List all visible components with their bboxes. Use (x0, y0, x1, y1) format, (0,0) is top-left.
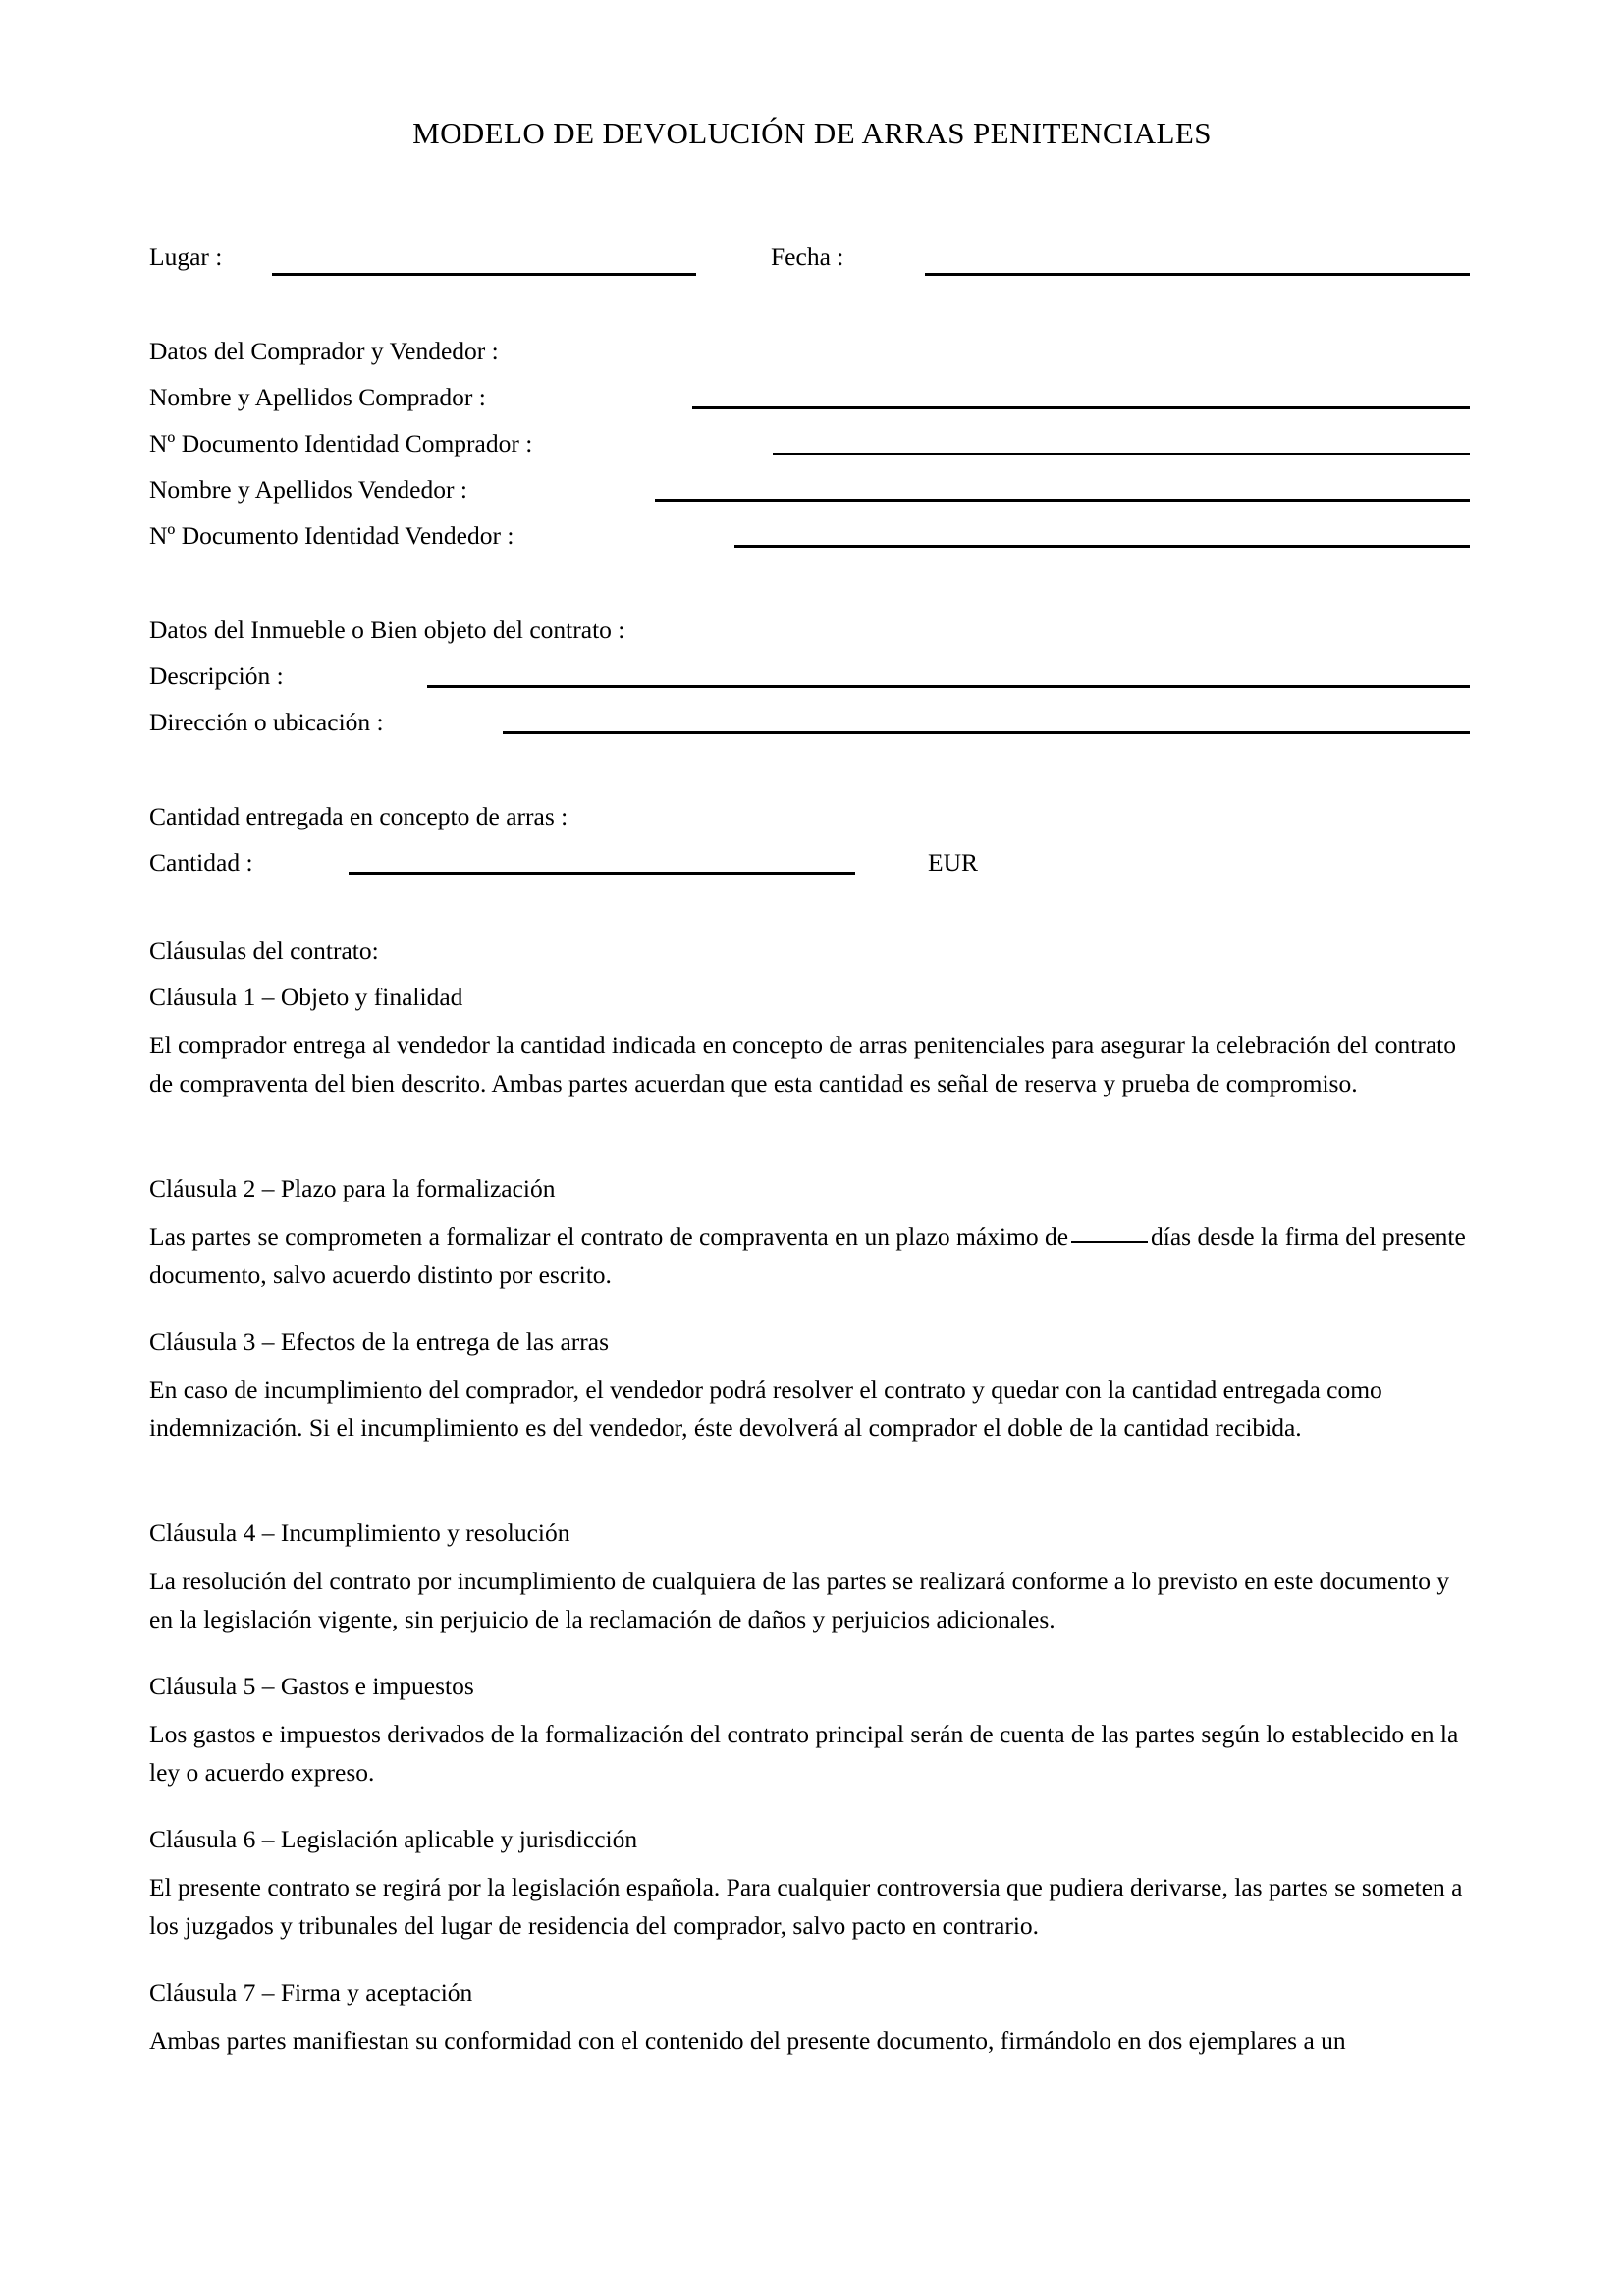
clause-2-heading: Cláusula 2 – Plazo para la formalización (149, 1174, 556, 1202)
clauses-section-label: Cláusulas del contrato: (149, 936, 379, 965)
clause-1-body: El comprador entrega al vendedor la cantidad indicada en concepto de arras penitenciales para asegurar la celebración del contrato de compraventa del bien descrito. Ambas partes acuerdan que esta cantidad es señal de reserva y prueba de compromiso. (149, 1031, 1456, 1097)
documento-comprador-input-rule[interactable] (773, 453, 1470, 455)
fecha-input-rule[interactable] (925, 273, 1470, 276)
lugar-label: Lugar : (149, 242, 223, 271)
clause-5-heading: Cláusula 5 – Gastos e impuestos (149, 1672, 474, 1700)
clause-5-body: Los gastos e impuestos derivados de la formalización del contrato principal serán de cuenta de las partes según lo establecido en la ley o acuerdo expreso. (149, 1720, 1459, 1787)
clause-6-body: El presente contrato se regirá por la legislación española. Para cualquier controversia que pudiera derivarse, las partes se someten a los juzgados y tribunales del lugar de residencia del comprador, salvo pacto en contrario. (149, 1873, 1463, 1940)
clause-7-heading: Cláusula 7 – Firma y aceptación (149, 1978, 473, 2006)
documento-comprador-label: Nº Documento Identidad Comprador : (149, 429, 533, 457)
property-section-label: Datos del Inmueble o Bien objeto del contrato : (149, 615, 625, 644)
clause-3-heading: Cláusula 3 – Efectos de la entrega de las arras (149, 1327, 610, 1356)
clause-4-body: La resolución del contrato por incumplimiento de cualquiera de las partes se realizará conforme a lo previsto en este documento y en la legislación vigente, sin perjuicio de la reclamación de daños y perjuicios adicionales. (149, 1567, 1450, 1633)
page-title: MODELO DE DEVOLUCIÓN DE ARRAS PENITENCIALES (412, 116, 1212, 150)
lugar-input-rule[interactable] (272, 273, 696, 276)
descripcion-label: Descripción : (149, 662, 284, 690)
cantidad-label: Cantidad : (149, 848, 253, 877)
nombre-comprador-input-rule[interactable] (692, 406, 1470, 409)
clause-7-body: Ambas partes manifiestan su conformidad con el contenido del presente documento, firmándolo en dos ejemplares a un (149, 2026, 1346, 2055)
nombre-vendedor-input-rule[interactable] (655, 499, 1470, 502)
direccion-label: Dirección o ubicación : (149, 708, 384, 736)
amount-section-label: Cantidad entregada en concepto de arras : (149, 802, 568, 830)
clause-4-heading: Cláusula 4 – Incumplimiento y resolución (149, 1519, 570, 1547)
descripcion-input-rule[interactable] (427, 685, 1470, 688)
cantidad-input-rule[interactable] (349, 872, 855, 875)
clause-1-heading: Cláusula 1 – Objeto y finalidad (149, 983, 463, 1011)
clause-2-body-after: días desde la firma del presente documento, salvo acuerdo distinto por escrito. (149, 1222, 1466, 1289)
clause-2-body-before: Las partes se comprometen a formalizar el contrato de compraventa en un plazo máximo de (149, 1222, 1069, 1251)
nombre-vendedor-label: Nombre y Apellidos Vendedor : (149, 475, 467, 504)
currency-label: EUR (928, 848, 978, 877)
nombre-comprador-label: Nombre y Apellidos Comprador : (149, 383, 486, 411)
clause-2-days-blank[interactable] (1071, 1241, 1148, 1243)
clause-3-body: En caso de incumplimiento del comprador, el vendedor podrá resolver el contrato y quedar con la cantidad entregada como indemnización. Si el incumplimiento es del vendedor, éste devolverá al comprador el doble de la cantidad recibida. (149, 1375, 1382, 1442)
direccion-input-rule[interactable] (503, 731, 1470, 734)
documento-vendedor-input-rule[interactable] (734, 545, 1470, 548)
documento-vendedor-label: Nº Documento Identidad Vendedor : (149, 521, 514, 550)
clause-6-heading: Cláusula 6 – Legislación aplicable y jurisdicción (149, 1825, 638, 1853)
fecha-label: Fecha : (771, 242, 844, 271)
parties-section-label: Datos del Comprador y Vendedor : (149, 337, 499, 365)
clause-2-body (149, 1217, 1473, 1294)
